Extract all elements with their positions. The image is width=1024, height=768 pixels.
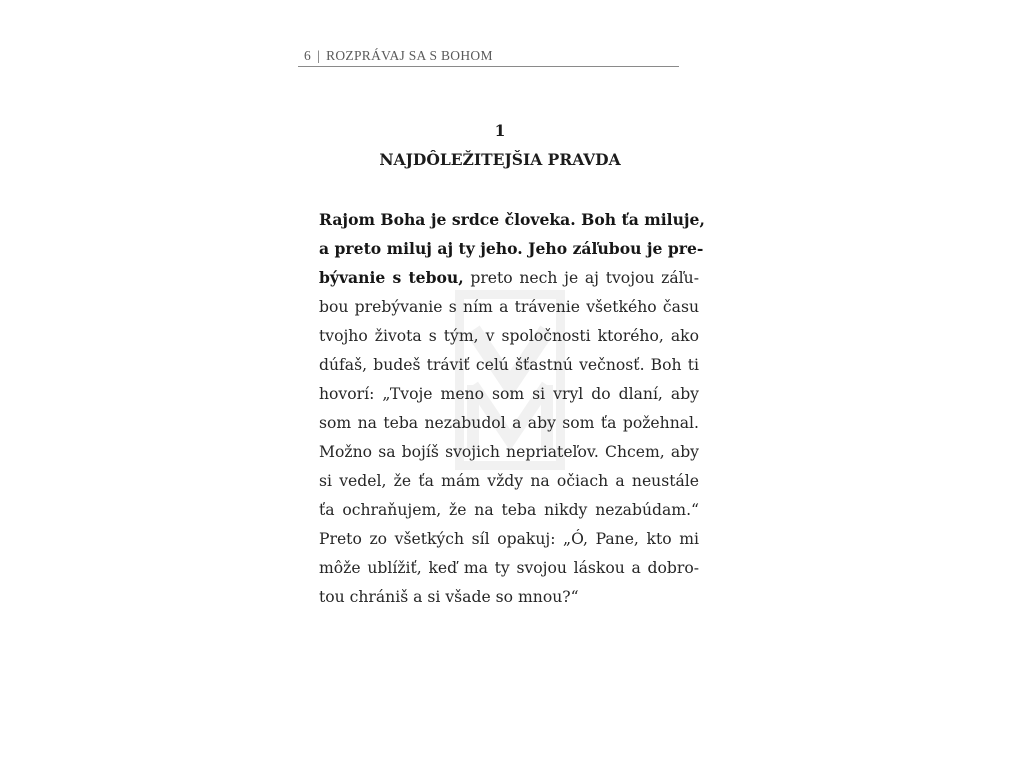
page-number: 6 bbox=[304, 48, 312, 63]
text-line bbox=[319, 205, 705, 234]
text-line bbox=[319, 553, 699, 582]
text-line bbox=[319, 408, 699, 437]
regular-text: Preto zo všetkých síl opakuj: „Ó, Pane, kto mi bbox=[319, 530, 699, 548]
regular-text: bou prebývanie s ním a trávenie všetkého času bbox=[319, 298, 699, 316]
regular-text: dúfaš, budeš tráviť celú šťastnú večnosť. Boh ti bbox=[319, 356, 699, 374]
chapter-number: 1 bbox=[494, 121, 506, 140]
text-line bbox=[319, 321, 699, 350]
regular-text: môže ublížiť, keď ma ty svojou láskou a dobro- bbox=[319, 559, 699, 577]
text-line-last bbox=[319, 582, 699, 611]
running-header bbox=[298, 46, 679, 67]
bold-text: Rajom Boha je srdce človeka. Boh ťa miluje, bbox=[319, 210, 705, 229]
text-line bbox=[319, 524, 699, 553]
text-line bbox=[319, 234, 704, 263]
text-line bbox=[319, 350, 699, 379]
regular-text: preto nech je aj tvojou záľu- bbox=[463, 269, 699, 287]
regular-text: hovorí: „Tvoje meno som si vryl do dlaní, aby bbox=[319, 385, 699, 403]
regular-text: Možno sa bojíš svojich nepriateľov. Chcem, aby bbox=[319, 443, 699, 461]
body-paragraph bbox=[319, 205, 705, 611]
text-line bbox=[319, 292, 699, 321]
regular-text: tvojho života s tým, v spoločnosti ktorého, ako bbox=[319, 327, 699, 345]
text-line bbox=[319, 263, 699, 292]
text-line bbox=[319, 379, 699, 408]
header-separator: | bbox=[317, 48, 321, 63]
regular-text: si vedel, že ťa mám vždy na očiach a neustále bbox=[319, 472, 699, 490]
text-line bbox=[319, 495, 699, 524]
text-line bbox=[319, 466, 699, 495]
bold-text: a preto miluj aj ty jeho. Jeho záľubou je pre- bbox=[319, 239, 704, 258]
regular-text: ťa ochraňujem, že na teba nikdy nezabúdam.“ bbox=[319, 501, 699, 519]
text-line bbox=[319, 437, 699, 466]
bold-text: bývanie s tebou, bbox=[319, 268, 464, 287]
regular-text: som na teba nezabudol a aby som ťa požehnal. bbox=[319, 414, 699, 432]
chapter-title: NAJDÔLEŽITEJŠIA PRAVDA bbox=[379, 150, 621, 169]
book-title: ROZPRÁVAJ SA S BOHOM bbox=[326, 48, 493, 63]
regular-text: tou chrániš a si všade so mnou?“ bbox=[319, 588, 579, 606]
